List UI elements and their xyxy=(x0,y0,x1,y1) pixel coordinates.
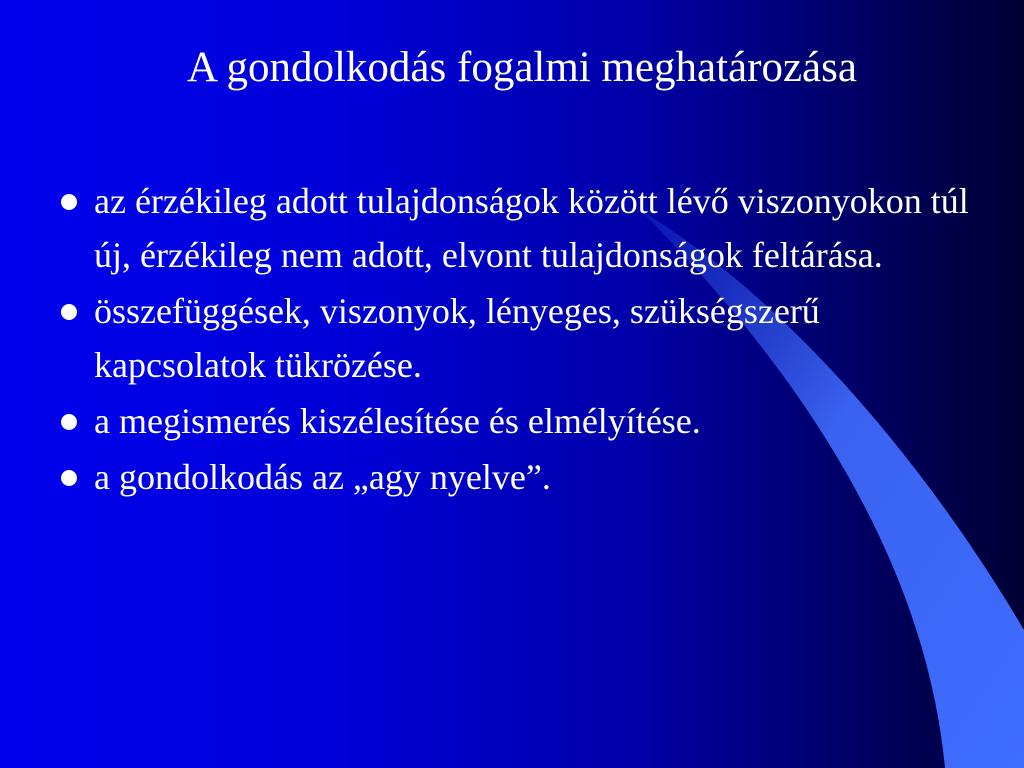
bullet-dot-icon xyxy=(61,470,77,486)
bullet-dot-icon xyxy=(61,304,77,320)
bullet-text: az érzékileg adott tulajdonságok között lévő viszonyokon túl új, érzékileg nem adott, elvont tulajdonságok feltárása. xyxy=(94,181,969,275)
bullet-dot-icon xyxy=(61,414,77,430)
slide-title: A gondolkodás fogalmi meghatározása xyxy=(187,44,857,91)
bullet-item xyxy=(58,394,988,448)
bullet-item xyxy=(58,284,988,392)
bullet-list xyxy=(58,174,988,506)
bullet-item xyxy=(58,174,988,282)
bullet-text: összefüggések, viszonyok, lényeges, szükségszerű kapcsolatok tükrözése. xyxy=(94,291,820,385)
bullet-dot-icon xyxy=(61,194,77,210)
bullet-text: a megismerés kiszélesítése és elmélyítése. xyxy=(94,401,701,441)
bullet-text: a gondolkodás az „agy nyelve”. xyxy=(94,457,551,497)
bullet-item xyxy=(58,450,988,504)
